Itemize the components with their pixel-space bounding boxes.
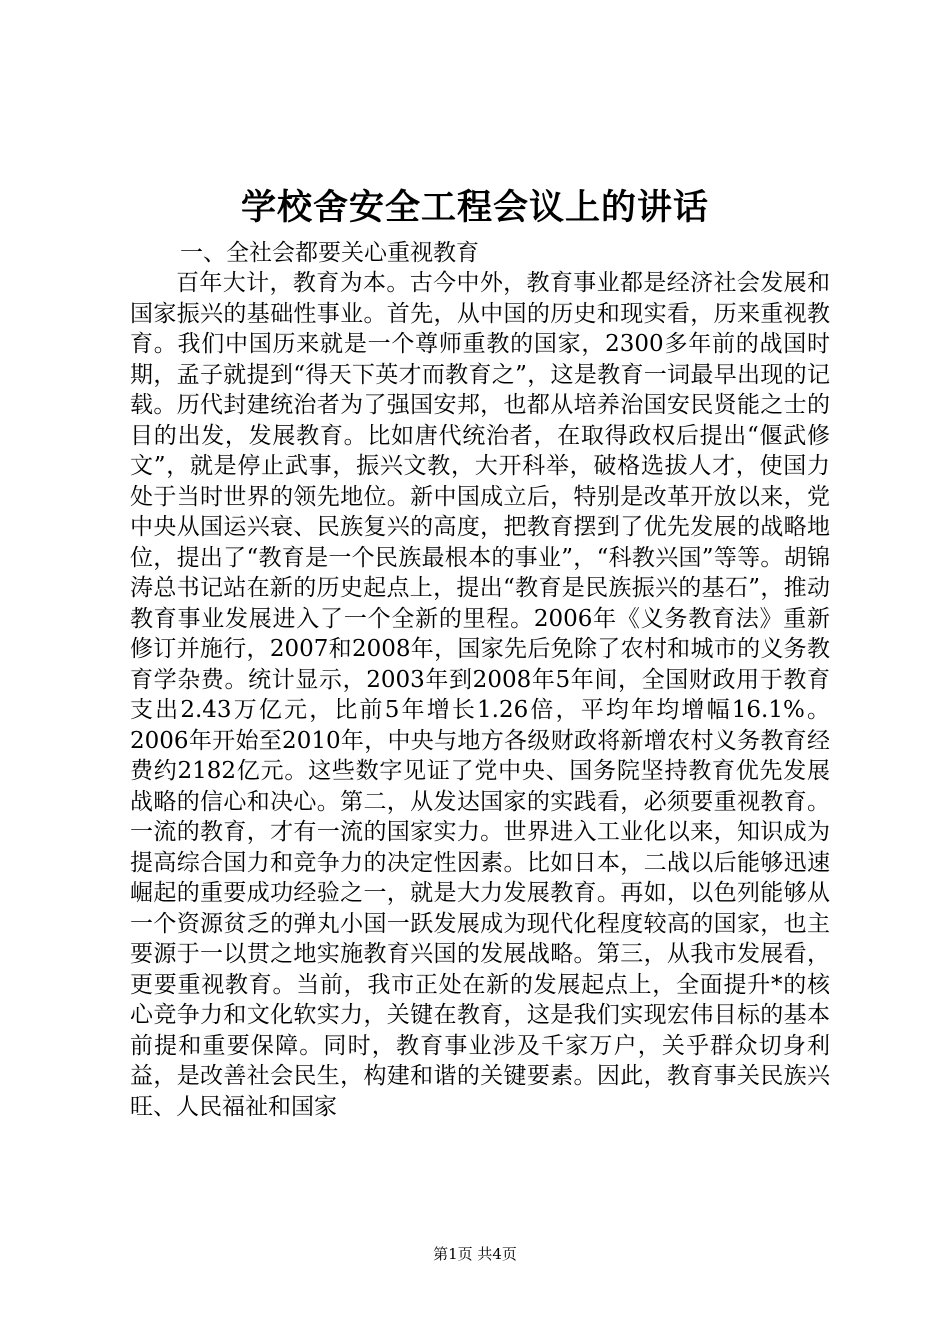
section-heading: 一、全社会都要关心重视教育 bbox=[180, 240, 479, 266]
body-paragraph: 百年大计，教育为本。古今中外，教育事业都是经济社会发展和国家振兴的基础性事业。首先，从中国的历史和现实看，历来重视教育。我们中国历来就是一个尊师重教的国家，2300多年前的战国时期，孟子就提到“得天下英才而教育之”，这是教育一词最早出现的记载。历代封建统治者为了强国安邦，也都从培养治国安民贤能之士的目的出发，发展教育。比如唐代统治者，在取得政权后提出“偃武修文”，就是停止武事，振兴文教，大开科举，破格选拔人才，使国力处于当时世界的领先地位。新中国成立后，特别是改革开放以来，党中央从国运兴衰、民族复兴的高度，把教育摆到了优先发展的战略地位，提出了“教育是一个民族最根本的事业”，“科教兴国”等等。胡锦涛总书记站在新的历史起点上，提出“教育是民族振兴的基石”，推动教育事业发展进入了一个全新的里程。2006年《义务教育法》重新修订并施行，2007和2008年，国家先后免除了农村和城市的义务教育学杂费。统计显示，2003年到2008年5年间，全国财政用于教育支出2.43万亿元，比前5年增长1.26倍，平均年均增幅16.1%。2006年开始至2010年，中央与地方各级财政将新增农村义务教育经费约2182亿元。这些数字见证了党中央、国务院坚持教育优先发展战略的信心和决心。第二，从发达国家的实践看，必须要重视教育。一流的教育，才有一流的国家实力。世界进入工业化以来，知识成为提高综合国力和竞争力的决定性因素。比如日本，二战以后能够迅速崛起的重要成功经验之一，就是大力发展教育。再如，以色列能够从一个资源贫乏的弹丸小国一跃发展成为现代化程度较高的国家，也主要源于一以贯之地实施教育兴国的发展战略。第三，从我市发展看，更要重视教育。当前，我市正处在新的发展起点上，全面提升*的核心竞争力和文化软实力，关键在教育，这是我们实现宏伟目标的基本前提和重要保障。同时，教育事业涉及千家万户，关乎群众切身利益，是改善社会民生，构建和谐的关键要素。因此，教育事关民族兴旺、人民福祉和国家 bbox=[130, 270, 830, 1120]
document-title: 学校舍安全工程会议上的讲话 bbox=[240, 187, 709, 228]
page-number: 第1页 共4页 bbox=[433, 1245, 517, 1263]
page-footer bbox=[0, 1244, 950, 1264]
